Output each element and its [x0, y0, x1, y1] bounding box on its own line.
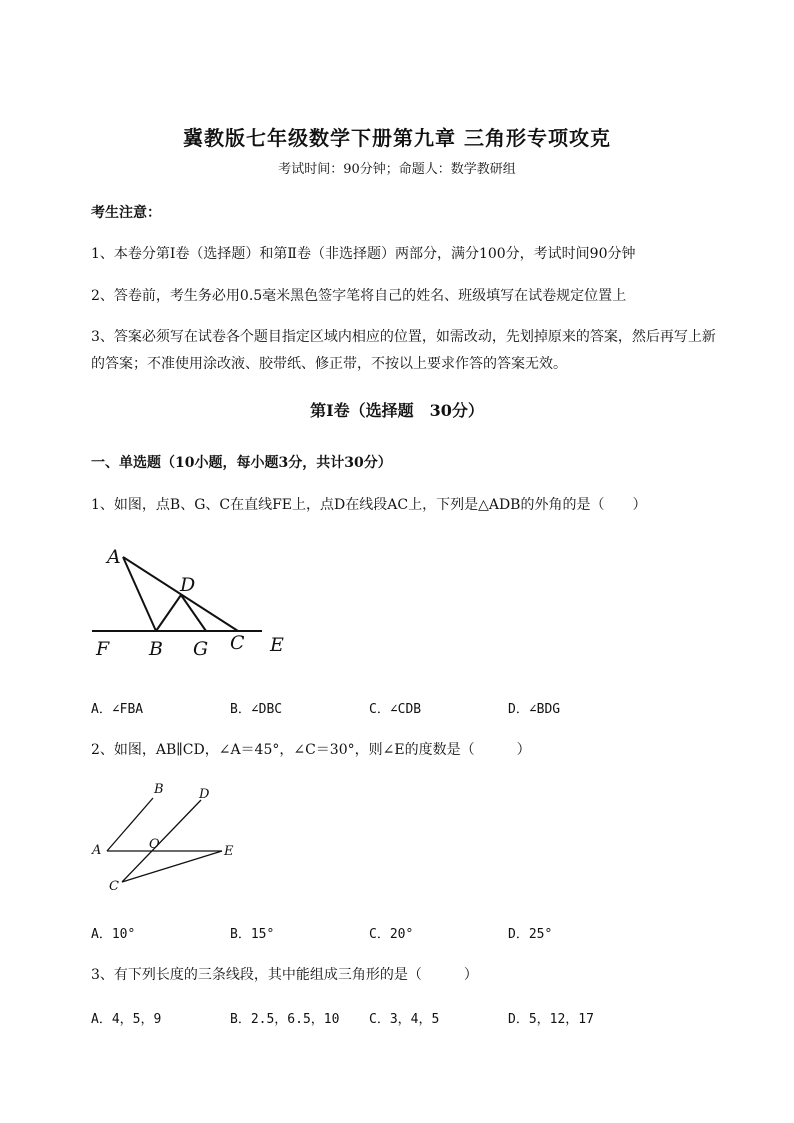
notice-item-1: 1、本卷分第I卷（选择题）和第Ⅱ卷（非选择题）两部分，满分100分，考试时间90分钟 — [91, 246, 636, 262]
point-label-e: E — [270, 634, 284, 656]
point-label-o: O — [149, 837, 160, 852]
question-2-stem: 2、如图，AB∥CD，∠A＝45°，∠C＝30°，则∠E的度数是（ ） — [91, 742, 531, 758]
question-1-option-a[interactable]: A．∠FBA — [91, 702, 144, 717]
question-2-option-c[interactable]: C．20° — [369, 927, 414, 942]
notice-item-3: 3、答案必须写在试卷各个题目指定区域内相应的位置，如需改动，先划掉原来的答案，然后再写上新 — [91, 329, 716, 345]
notice-heading: 考生注意： — [91, 205, 161, 221]
question-1-option-c[interactable]: C．∠CDB — [369, 702, 422, 717]
notice-item-3-continued: 的答案；不准使用涂改液、胶带纸、修正带，不按以上要求作答的答案无效。 — [91, 356, 567, 372]
question-3-option-a[interactable]: A．4，5，9 — [91, 1012, 162, 1027]
question-3-option-b[interactable]: B．2.5，6.5，10 — [230, 1012, 340, 1027]
part-title: 一、单选题（10小题，每小题3分，共计30分） — [91, 455, 392, 471]
point-label-g: G — [193, 638, 209, 660]
point-label-f: F — [96, 638, 110, 660]
question-3-stem: 3、有下列长度的三条线段，其中能组成三角形的是（ ） — [91, 967, 478, 983]
question-1-option-d[interactable]: D．∠BDG — [508, 702, 561, 717]
question-3-option-d[interactable]: D．5，12，17 — [508, 1012, 594, 1027]
point-label-d: D — [199, 787, 210, 802]
question-1-stem: 1、如图，点B、G、C在直线FE上，点D在线段AC上，下列是△ADB的外角的是（ ） — [91, 497, 647, 513]
page-title: 冀教版七年级数学下册第九章 三角形专项攻克 — [183, 126, 611, 150]
question-1-figure — [88, 540, 298, 665]
question-3-option-c[interactable]: C．3，4，5 — [369, 1012, 440, 1027]
point-label-b: B — [154, 782, 164, 797]
point-label-a: A — [92, 843, 102, 858]
question-1-option-b[interactable]: B．∠DBC — [230, 702, 283, 717]
exam-info: 考试时间：90分钟；命题人：数学教研组 — [278, 162, 516, 177]
point-label-e: E — [224, 844, 234, 859]
point-label-c: C — [109, 879, 119, 894]
point-label-b: B — [149, 638, 163, 660]
point-label-d: D — [180, 574, 196, 596]
question-2-option-d[interactable]: D．25° — [508, 927, 553, 942]
question-2-option-b[interactable]: B．15° — [230, 927, 275, 942]
question-2-option-a[interactable]: A．10° — [91, 927, 136, 942]
section-title: 第I卷（选择题 30分） — [310, 401, 484, 420]
notice-item-2: 2、答卷前，考生务必用0.5毫米黑色签字笔将自己的姓名、班级填写在试卷规定位置上 — [91, 288, 627, 304]
question-2-figure — [88, 778, 248, 898]
point-label-c: C — [230, 632, 245, 654]
point-label-a: A — [107, 546, 121, 568]
